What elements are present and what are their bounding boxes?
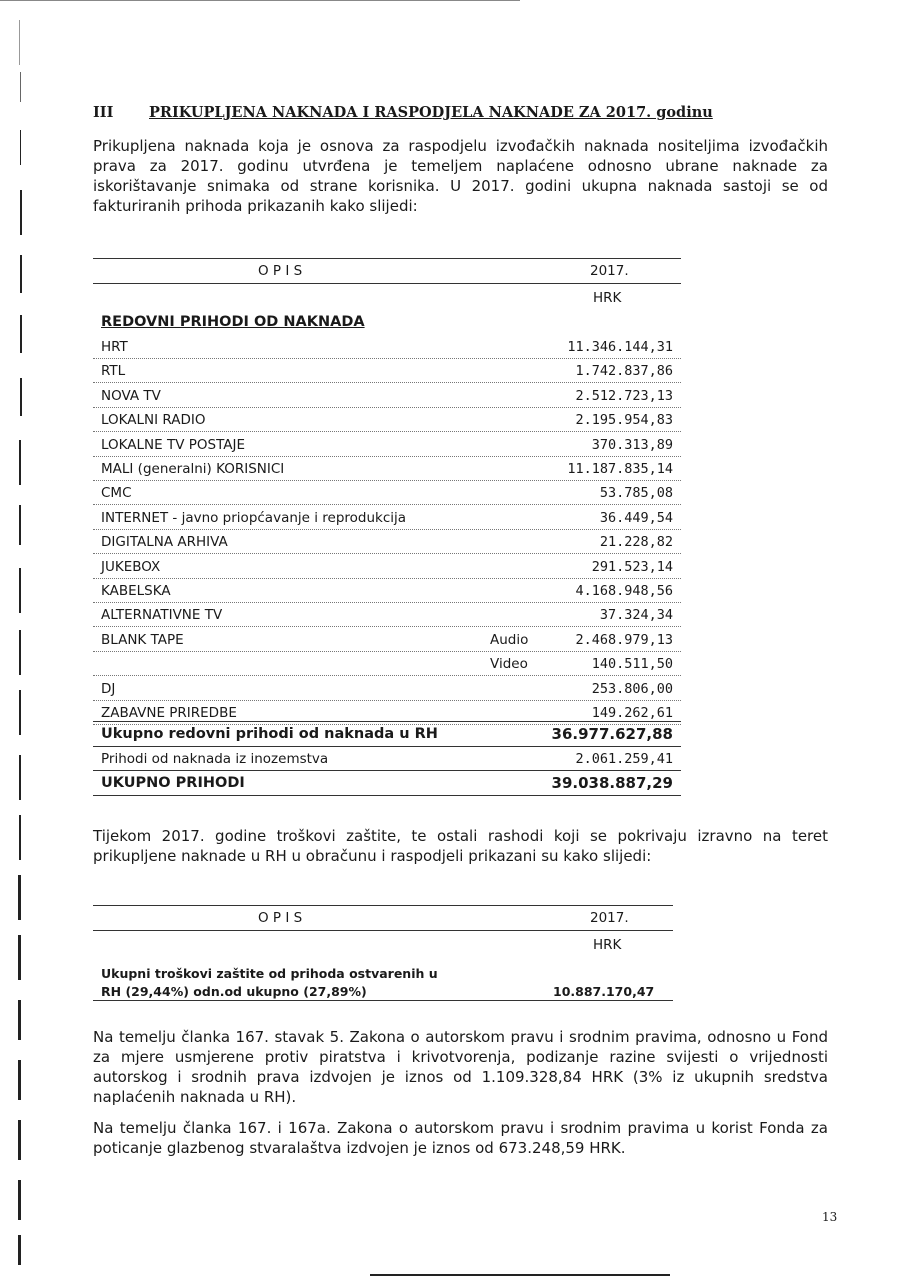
table1-row-label: ALTERNATIVNE TV: [101, 607, 223, 623]
fund-paragraph-music: Na temelju članka 167. i 167a. Zakona o autorskom pravu i srodnim pravima u korist Fonda za poticanje glazbenog stvaralaštva izdvojen je iznos od 673.248,59 HRK.: [93, 1119, 828, 1157]
table1-row-value: 36.449,54: [599, 510, 673, 526]
table1-row-divider: [93, 358, 681, 359]
table1-row-divider: [93, 553, 681, 554]
table1-row-value: 2.512.723,13: [575, 388, 673, 404]
table1-header-opis: O P I S: [258, 263, 303, 279]
table1-row-divider: [93, 578, 681, 579]
table1-row-value: 2.195.954,83: [575, 412, 673, 428]
table1-row-label: HRT: [101, 339, 128, 355]
table2-header-currency: HRK: [593, 937, 622, 953]
table1-row-value: 4.168.948,56: [575, 583, 673, 599]
table1-row-label: INTERNET - javno priopćavanje i reprodukcija: [101, 510, 407, 526]
table1-row-value: 1.742.837,86: [575, 363, 673, 379]
table1-row-label: DIGITALNA ARHIVA: [101, 534, 228, 550]
foreign-income-value: 2.061.259,41: [575, 751, 673, 767]
scan-top-line: [0, 0, 520, 1]
grand-total-value: 39.038.887,29: [551, 774, 673, 792]
table1-row-divider: [93, 382, 681, 383]
table1-row-label: KABELSKA: [101, 583, 171, 599]
table1-row-value: 149.262,61: [591, 705, 673, 721]
table1-row-label: LOKALNE TV POSTAJE: [101, 437, 246, 453]
scan-bottom-line: [370, 1274, 670, 1276]
table1-header-currency: HRK: [593, 290, 622, 306]
intro-paragraph: Prikupljena naknada koja je osnova za raspodjelu izvođačkih naknada nositeljima izvođačkih prava za 2017. godinu utvrđena je temeljem naplaćene odnosno ubrane naknade za iskorištavanje snimaka od strane korisnika. U 2017. godini ukupna naknada sastoji se od fakturiranih prihoda prikazanih kako slijedi:: [93, 137, 828, 215]
table1-row-label: CMC: [101, 485, 132, 501]
foreign-income-label: Prihodi od naknada iz inozemstva: [101, 751, 329, 767]
costs-row-label-line2: RH (29,44%) odn.od ukupno (27,89%): [101, 984, 367, 999]
table1-row-label: LOKALNI RADIO: [101, 412, 206, 428]
table1-row-value: 370.313,89: [591, 437, 673, 453]
fund-paragraph-piracy: Na temelju članka 167. stavak 5. Zakona o autorskom pravu i srodnim pravima, odnosno u Fond za mjere usmjerene protiv piratstva i krivotvorenja, podizanje razine svijesti o vrijednosti autorskog i srodnih prava izdvojen je iznos od 1.109.328,84 HRK (3% iz ukupnih sredstva naplaćenih naknada u RH).: [93, 1028, 828, 1106]
table1-row-value: 253.806,00: [591, 681, 673, 697]
table1-row-value: 140.511,50: [591, 656, 673, 672]
table1-row-value: 291.523,14: [591, 559, 673, 575]
table1-row-value: 53.785,08: [599, 485, 673, 501]
table1-row-value: 11.346.144,31: [567, 339, 673, 355]
table1-row-label: JUKEBOX: [101, 559, 161, 575]
section-title: PRIKUPLJENA NAKNADA I RASPODJELA NAKNADE ZA 2017. godinu: [149, 104, 713, 121]
table1-row-divider: [93, 626, 681, 627]
table2-header-opis: O P I S: [258, 910, 303, 926]
costs-row-label-line1: Ukupni troškovi zaštite od prihoda ostvarenih u: [101, 966, 438, 981]
table2-header-year: 2017.: [590, 910, 629, 926]
table1-row-label: NOVA TV: [101, 388, 161, 404]
table1-row-label: DJ: [101, 681, 116, 697]
section-heading: [93, 104, 793, 121]
table1-row-sublabel: Video: [490, 656, 528, 672]
table1-row-label: BLANK TAPE: [101, 632, 184, 648]
table1-header-year: 2017.: [590, 263, 629, 279]
table1-row-divider: [93, 407, 681, 408]
table1-row-value: 2.468.979,13: [575, 632, 673, 648]
table1-row-sublabel: Audio: [490, 632, 529, 648]
costs-paragraph: Tijekom 2017. godine troškovi zaštite, te ostali rashodi koji se pokrivaju izravno na teret prikupljene naknade u RH u obračunu i raspodjeli prikazani su kako slijedi:: [93, 827, 828, 865]
table1-row-divider: [93, 529, 681, 530]
table1-row-divider: [93, 431, 681, 432]
table1-row-value: 37.324,34: [599, 607, 673, 623]
table1-row-divider: [93, 480, 681, 481]
table1-row-value: 21.228,82: [599, 534, 673, 550]
total-rh-label: Ukupno redovni prihodi od naknada u RH: [101, 726, 438, 742]
table1-row-value: 11.187.835,14: [567, 461, 673, 477]
total-rh-value: 36.977.627,88: [551, 725, 673, 743]
table1-row-divider: [93, 456, 681, 457]
table1-row-divider: [93, 675, 681, 676]
costs-row-value: 10.887.170,47: [553, 984, 655, 999]
table1-section-label: REDOVNI PRIHODI OD NAKNADA: [101, 314, 365, 330]
table1-row-label: RTL: [101, 363, 126, 379]
table1-row-label: ZABAVNE PRIREDBE: [101, 705, 237, 721]
table1-row-divider: [93, 700, 681, 701]
grand-total-label: UKUPNO PRIHODI: [101, 775, 245, 791]
section-number: III: [93, 104, 114, 121]
table1-row-divider: [93, 602, 681, 603]
page-number: 13: [822, 1210, 838, 1224]
table1-row-divider: [93, 651, 681, 652]
table1-row-label: MALI (generalni) KORISNICI: [101, 461, 285, 477]
table1-row-divider: [93, 504, 681, 505]
